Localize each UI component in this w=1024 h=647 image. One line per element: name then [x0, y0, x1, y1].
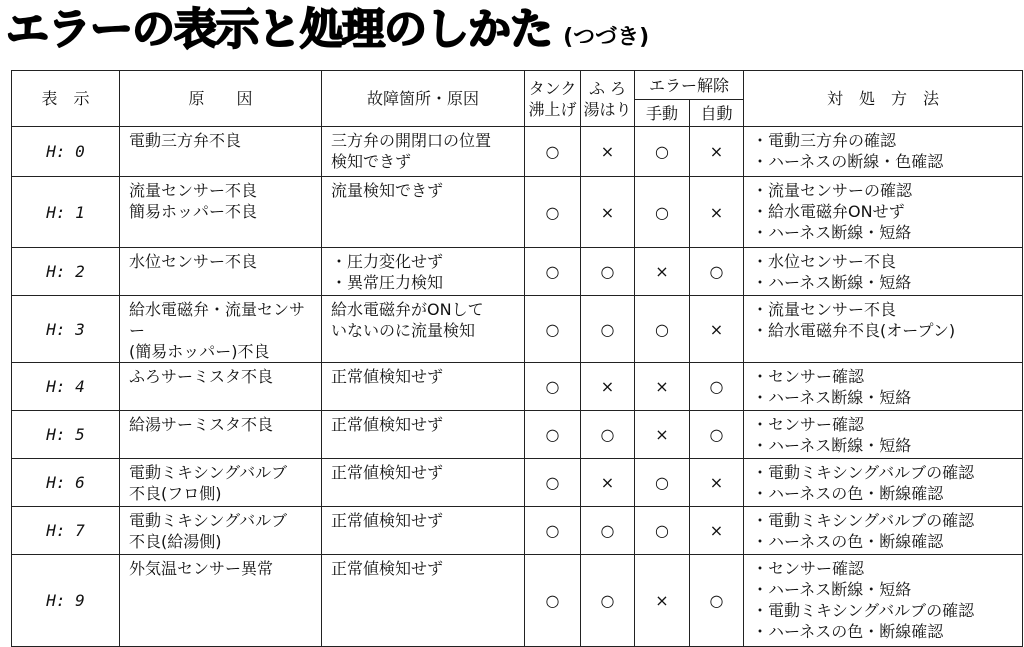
- header-display: 表 示: [12, 71, 120, 127]
- table-row: [12, 248, 1023, 296]
- table-row: [12, 363, 1023, 411]
- failure-cell: 正常値検知せず: [322, 363, 525, 411]
- error-code: H: 1: [12, 177, 120, 248]
- bath-mark: ×: [581, 127, 635, 177]
- action-cell: ・流量センサーの確認 ・給水電磁弁ONせず ・ハーネス断線・短絡: [744, 177, 1023, 248]
- header-failure: 故障箇所・原因: [322, 71, 525, 127]
- error-code: H: 9: [12, 555, 120, 647]
- bath-mark: ×: [581, 459, 635, 507]
- table-row: [12, 507, 1023, 555]
- bath-mark: ○: [581, 507, 635, 555]
- manual-release-mark: ○: [635, 507, 690, 555]
- bath-mark: ○: [581, 296, 635, 363]
- tank-mark: ○: [525, 177, 581, 248]
- failure-cell: 三方弁の開閉口の位置 検知できず: [322, 127, 525, 177]
- failure-cell: 正常値検知せず: [322, 507, 525, 555]
- table-row: [12, 555, 1023, 647]
- header-manual: 手動: [635, 100, 690, 127]
- action-cell: ・電動ミキシングバルブの確認 ・ハーネスの色・断線確認: [744, 459, 1023, 507]
- bath-mark: ○: [581, 248, 635, 296]
- title-main: エラーの表示と処理のしかた: [6, 5, 552, 55]
- error-code: H: 2: [12, 248, 120, 296]
- auto-release-mark: ×: [690, 127, 744, 177]
- auto-release-mark: ○: [690, 363, 744, 411]
- tank-mark: ○: [525, 363, 581, 411]
- manual-release-mark: ×: [635, 555, 690, 647]
- table-row: [12, 127, 1023, 177]
- auto-release-mark: ×: [690, 507, 744, 555]
- auto-release-mark: ×: [690, 177, 744, 248]
- failure-cell: 正常値検知せず: [322, 555, 525, 647]
- failure-cell: 正常値検知せず: [322, 411, 525, 459]
- manual-release-mark: ×: [635, 248, 690, 296]
- error-code: H: 6: [12, 459, 120, 507]
- auto-release-mark: ○: [690, 248, 744, 296]
- auto-release-mark: ○: [690, 411, 744, 459]
- tank-mark: ○: [525, 296, 581, 363]
- tank-mark: ○: [525, 459, 581, 507]
- action-cell: ・水位センサー不良 ・ハーネス断線・短絡: [744, 248, 1023, 296]
- failure-cell: ・圧力変化せず ・異常圧力検知: [322, 248, 525, 296]
- failure-cell: 正常値検知せず: [322, 459, 525, 507]
- manual-release-mark: ○: [635, 177, 690, 248]
- auto-release-mark: ○: [690, 555, 744, 647]
- header-action: 対 処 方 法: [744, 71, 1023, 127]
- cause-cell: 水位センサー不良: [120, 248, 322, 296]
- cause-cell: 流量センサー不良 簡易ホッパー不良: [120, 177, 322, 248]
- failure-cell: 給水電磁弁がONして いないのに流量検知: [322, 296, 525, 363]
- tank-mark: ○: [525, 127, 581, 177]
- manual-release-mark: ○: [635, 127, 690, 177]
- page-title: [6, 4, 649, 56]
- cause-cell: 電動ミキシングバルブ 不良(フロ側): [120, 459, 322, 507]
- manual-release-mark: ○: [635, 459, 690, 507]
- cause-cell: 電動ミキシングバルブ 不良(給湯側): [120, 507, 322, 555]
- cause-cell: 給湯サーミスタ不良: [120, 411, 322, 459]
- bath-mark: ○: [581, 411, 635, 459]
- cause-cell: 外気温センサー異常: [120, 555, 322, 647]
- manual-release-mark: ○: [635, 296, 690, 363]
- table-row: [12, 411, 1023, 459]
- error-code: H: 0: [12, 127, 120, 177]
- manual-release-mark: ×: [635, 411, 690, 459]
- failure-cell: 流量検知できず: [322, 177, 525, 248]
- bath-mark: ×: [581, 177, 635, 248]
- header-release: エラー解除: [635, 71, 744, 100]
- header-cause: 原 因: [120, 71, 322, 127]
- tank-mark: ○: [525, 411, 581, 459]
- error-code: H: 7: [12, 507, 120, 555]
- action-cell: ・電動三方弁の確認 ・ハーネスの断線・色確認: [744, 127, 1023, 177]
- tank-mark: ○: [525, 555, 581, 647]
- table-row: [12, 296, 1023, 363]
- error-code: H: 5: [12, 411, 120, 459]
- manual-release-mark: ×: [635, 363, 690, 411]
- error-code: H: 3: [12, 296, 120, 363]
- error-code: H: 4: [12, 363, 120, 411]
- cause-cell: ふろサーミスタ不良: [120, 363, 322, 411]
- error-table: [11, 70, 1023, 647]
- cause-cell: 電動三方弁不良: [120, 127, 322, 177]
- table-row: [12, 177, 1023, 248]
- tank-mark: ○: [525, 507, 581, 555]
- action-cell: ・センサー確認 ・ハーネス断線・短絡 ・電動ミキシングバルブの確認 ・ハーネスの色・断線確認: [744, 555, 1023, 647]
- cause-cell: 給水電磁弁・流量センサー (簡易ホッパー)不良: [120, 296, 322, 363]
- header-bath: ふ ろ 湯はり: [581, 71, 635, 127]
- bath-mark: ○: [581, 555, 635, 647]
- action-cell: ・センサー確認 ・ハーネス断線・短絡: [744, 363, 1023, 411]
- action-cell: ・流量センサー不良 ・給水電磁弁不良(オープン): [744, 296, 1023, 363]
- title-sub: (つづき): [563, 25, 650, 50]
- action-cell: ・センサー確認 ・ハーネス断線・短絡: [744, 411, 1023, 459]
- bath-mark: ×: [581, 363, 635, 411]
- action-cell: ・電動ミキシングバルブの確認 ・ハーネスの色・断線確認: [744, 507, 1023, 555]
- auto-release-mark: ×: [690, 459, 744, 507]
- tank-mark: ○: [525, 248, 581, 296]
- auto-release-mark: ×: [690, 296, 744, 363]
- header-auto: 自動: [690, 100, 744, 127]
- header-tank: タンク 沸上げ: [525, 71, 581, 127]
- table-row: [12, 459, 1023, 507]
